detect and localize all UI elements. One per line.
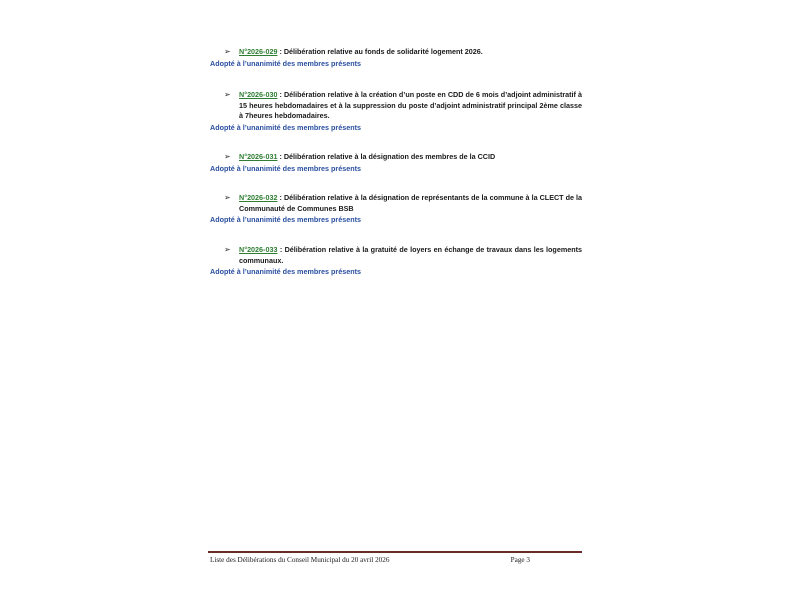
separator: : bbox=[279, 152, 284, 161]
vote-result: Adopté à l’unanimité des membres présents bbox=[210, 267, 361, 276]
deliberation-title: Délibération relative au fonds de solidarité logement 2026. bbox=[283, 47, 483, 56]
deliberation-title: Délibération relative à la création d’un poste en CDD de 6 mois d’adjoint administratif à 15 heures hebdomadaires et à la suppression du poste d’adjoint administratif principal 2ème classe à 7heures hebdomadaires. bbox=[239, 90, 582, 120]
separator: : bbox=[279, 193, 284, 202]
deliberation-entry bbox=[210, 47, 582, 58]
deliberation-item bbox=[210, 47, 582, 69]
footer-title: Liste des Délibérations du Conseil Municipal du 20 avril 2026 bbox=[210, 556, 390, 564]
deliberation-item bbox=[210, 193, 582, 225]
deliberation-number: N°2026-031 bbox=[239, 152, 278, 161]
deliberation-entry bbox=[210, 152, 582, 163]
vote-result: Adopté à l’unanimité des membres présents bbox=[210, 163, 361, 173]
arrow-bullet-icon: ➢ bbox=[224, 193, 231, 202]
page-footer bbox=[210, 556, 580, 564]
separator: : bbox=[279, 47, 284, 56]
deliberation-number: N°2026-029 bbox=[239, 47, 278, 56]
separator: : bbox=[279, 245, 285, 254]
deliberation-title: Délibération relative à la gratuité de loyers en échange de travaux dans les logements communaux. bbox=[239, 245, 582, 265]
vote-result: Adopté à l’unanimité des membres présents bbox=[210, 215, 361, 224]
separator: : bbox=[279, 90, 284, 99]
deliberation-entry bbox=[210, 90, 582, 122]
arrow-bullet-icon: ➢ bbox=[224, 47, 231, 56]
arrow-bullet-icon: ➢ bbox=[224, 90, 231, 99]
deliberation-entry bbox=[210, 245, 582, 266]
deliberation-number: N°2026-033 bbox=[239, 245, 278, 254]
vote-result: Adopté à l’unanimité des membres présents bbox=[210, 122, 361, 132]
deliberation-title: Délibération relative à la désignation des membres de la CCID bbox=[283, 152, 496, 161]
deliberation-entry bbox=[210, 193, 582, 214]
deliberation-item bbox=[210, 90, 582, 133]
footer-divider bbox=[208, 551, 582, 553]
deliberation-number: N°2026-030 bbox=[239, 90, 278, 99]
deliberation-item bbox=[210, 245, 582, 277]
page-number: Page 3 bbox=[510, 556, 530, 564]
deliberation-number: N°2026-032 bbox=[239, 193, 278, 202]
arrow-bullet-icon: ➢ bbox=[224, 245, 231, 254]
deliberation-title: Délibération relative à la désignation de représentants de la commune à la CLECT de la Communauté de Communes BSB bbox=[239, 193, 583, 213]
arrow-bullet-icon: ➢ bbox=[224, 152, 231, 161]
vote-result: Adopté à l’unanimité des membres présents bbox=[210, 58, 361, 68]
deliberation-item bbox=[210, 152, 582, 174]
